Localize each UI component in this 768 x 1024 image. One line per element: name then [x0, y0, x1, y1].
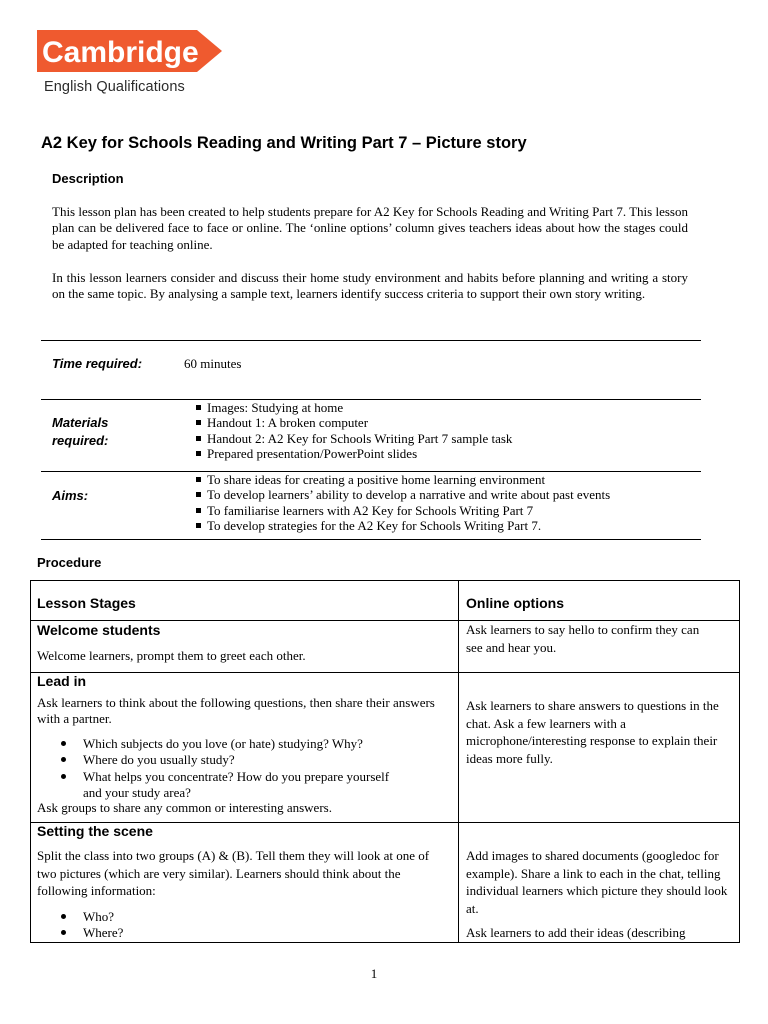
aims-item: To familiarise learners with A2 Key for Schools Writing Part 7 [195, 503, 610, 518]
procedure-heading: Procedure [37, 555, 102, 570]
stage-closing-lead-in: Ask groups to share any common or interesting answers. [37, 800, 332, 815]
materials-item: Handout 1: A broken computer [195, 415, 512, 430]
info-divider [41, 340, 701, 341]
cambridge-logo [37, 30, 222, 72]
description-paragraph-1: This lesson plan has been created to help students prepare for A2 Key for Schools Reading and Writing Part 7. This lesson plan can be delivered face to face or online. The ‘online options’ column gives teachers ideas about how the stages could be adapted for teaching online. [52, 204, 688, 252]
lead-in-question: What helps you concentrate? How do you prepare yourself and your study area? [37, 769, 407, 802]
logo-subtitle: English Qualifications [44, 79, 185, 95]
materials-item: Handout 2: A2 Key for Schools Writing Part 7 sample task [195, 431, 512, 446]
aims-list [195, 472, 610, 534]
setting-scene-question: Who? [37, 909, 407, 925]
online-option-setting-scene-1: Add images to shared documents (googledoc for example). Share a link to each in the chat, telling individual learners which picture they should look at. [466, 848, 728, 916]
stage-title-setting-scene: Setting the scene [37, 823, 153, 839]
stage-text-welcome: Welcome learners, prompt them to greet each other. [37, 648, 306, 663]
stage-text-lead-in: Ask learners to think about the following questions, then share their answers with a partner. [37, 695, 435, 727]
materials-label-line2: required: [52, 433, 109, 448]
document-title: A2 Key for Schools Reading and Writing Part 7 – Picture story [41, 134, 527, 152]
table-border [739, 580, 740, 943]
info-divider [41, 539, 701, 540]
materials-label-line1: Materials [52, 415, 109, 430]
time-value: 60 minutes [184, 356, 242, 371]
setting-scene-questions [37, 909, 407, 942]
materials-list [195, 400, 512, 462]
aims-item: To develop learners’ ability to develop a narrative and write about past events [195, 487, 610, 502]
aims-item: To share ideas for creating a positive home learning environment [195, 472, 610, 487]
procedure-table [31, 581, 739, 943]
setting-scene-question: Where? [37, 925, 407, 941]
online-option-lead-in: Ask learners to share answers to questions in the chat. Ask a few learners with a microphone/interesting response to explain their ideas more fully. [466, 698, 719, 766]
logo-brand-text: Cambridge [42, 36, 199, 69]
materials-item: Images: Studying at home [195, 400, 512, 415]
stage-title-welcome: Welcome students [37, 622, 161, 638]
lead-in-question: Where do you usually study? [37, 752, 407, 768]
stage-title-lead-in: Lead in [37, 673, 87, 689]
lead-in-questions [37, 736, 407, 801]
online-option-welcome: Ask learners to say hello to confirm they can see and hear you. [466, 622, 700, 655]
materials-item: Prepared presentation/PowerPoint slides [195, 446, 512, 461]
aims-item: To develop strategies for the A2 Key for Schools Writing Part 7. [195, 518, 610, 533]
time-label: Time required: [52, 356, 143, 371]
col-header-lesson-stages: Lesson Stages [37, 595, 136, 611]
description-paragraph-2: In this lesson learners consider and discuss their home study environment and habits before planning and writing a story on the same topic. By analysing a sample text, learners identify success criteria to support their own story writing. [52, 270, 688, 302]
online-option-setting-scene-2: Ask learners to add their ideas (describing [466, 925, 686, 940]
stage-text-setting-scene: Split the class into two groups (A) & (B). Tell them they will look at one of two pictures (which are very similar). Learners should think about the following information: [37, 848, 430, 898]
aims-label: Aims: [52, 488, 89, 503]
col-header-online-options: Online options [466, 595, 564, 611]
lead-in-question: Which subjects do you love (or hate) studying? Why? [37, 736, 407, 752]
description-heading: Description [52, 171, 124, 186]
page-number: 1 [370, 966, 378, 981]
